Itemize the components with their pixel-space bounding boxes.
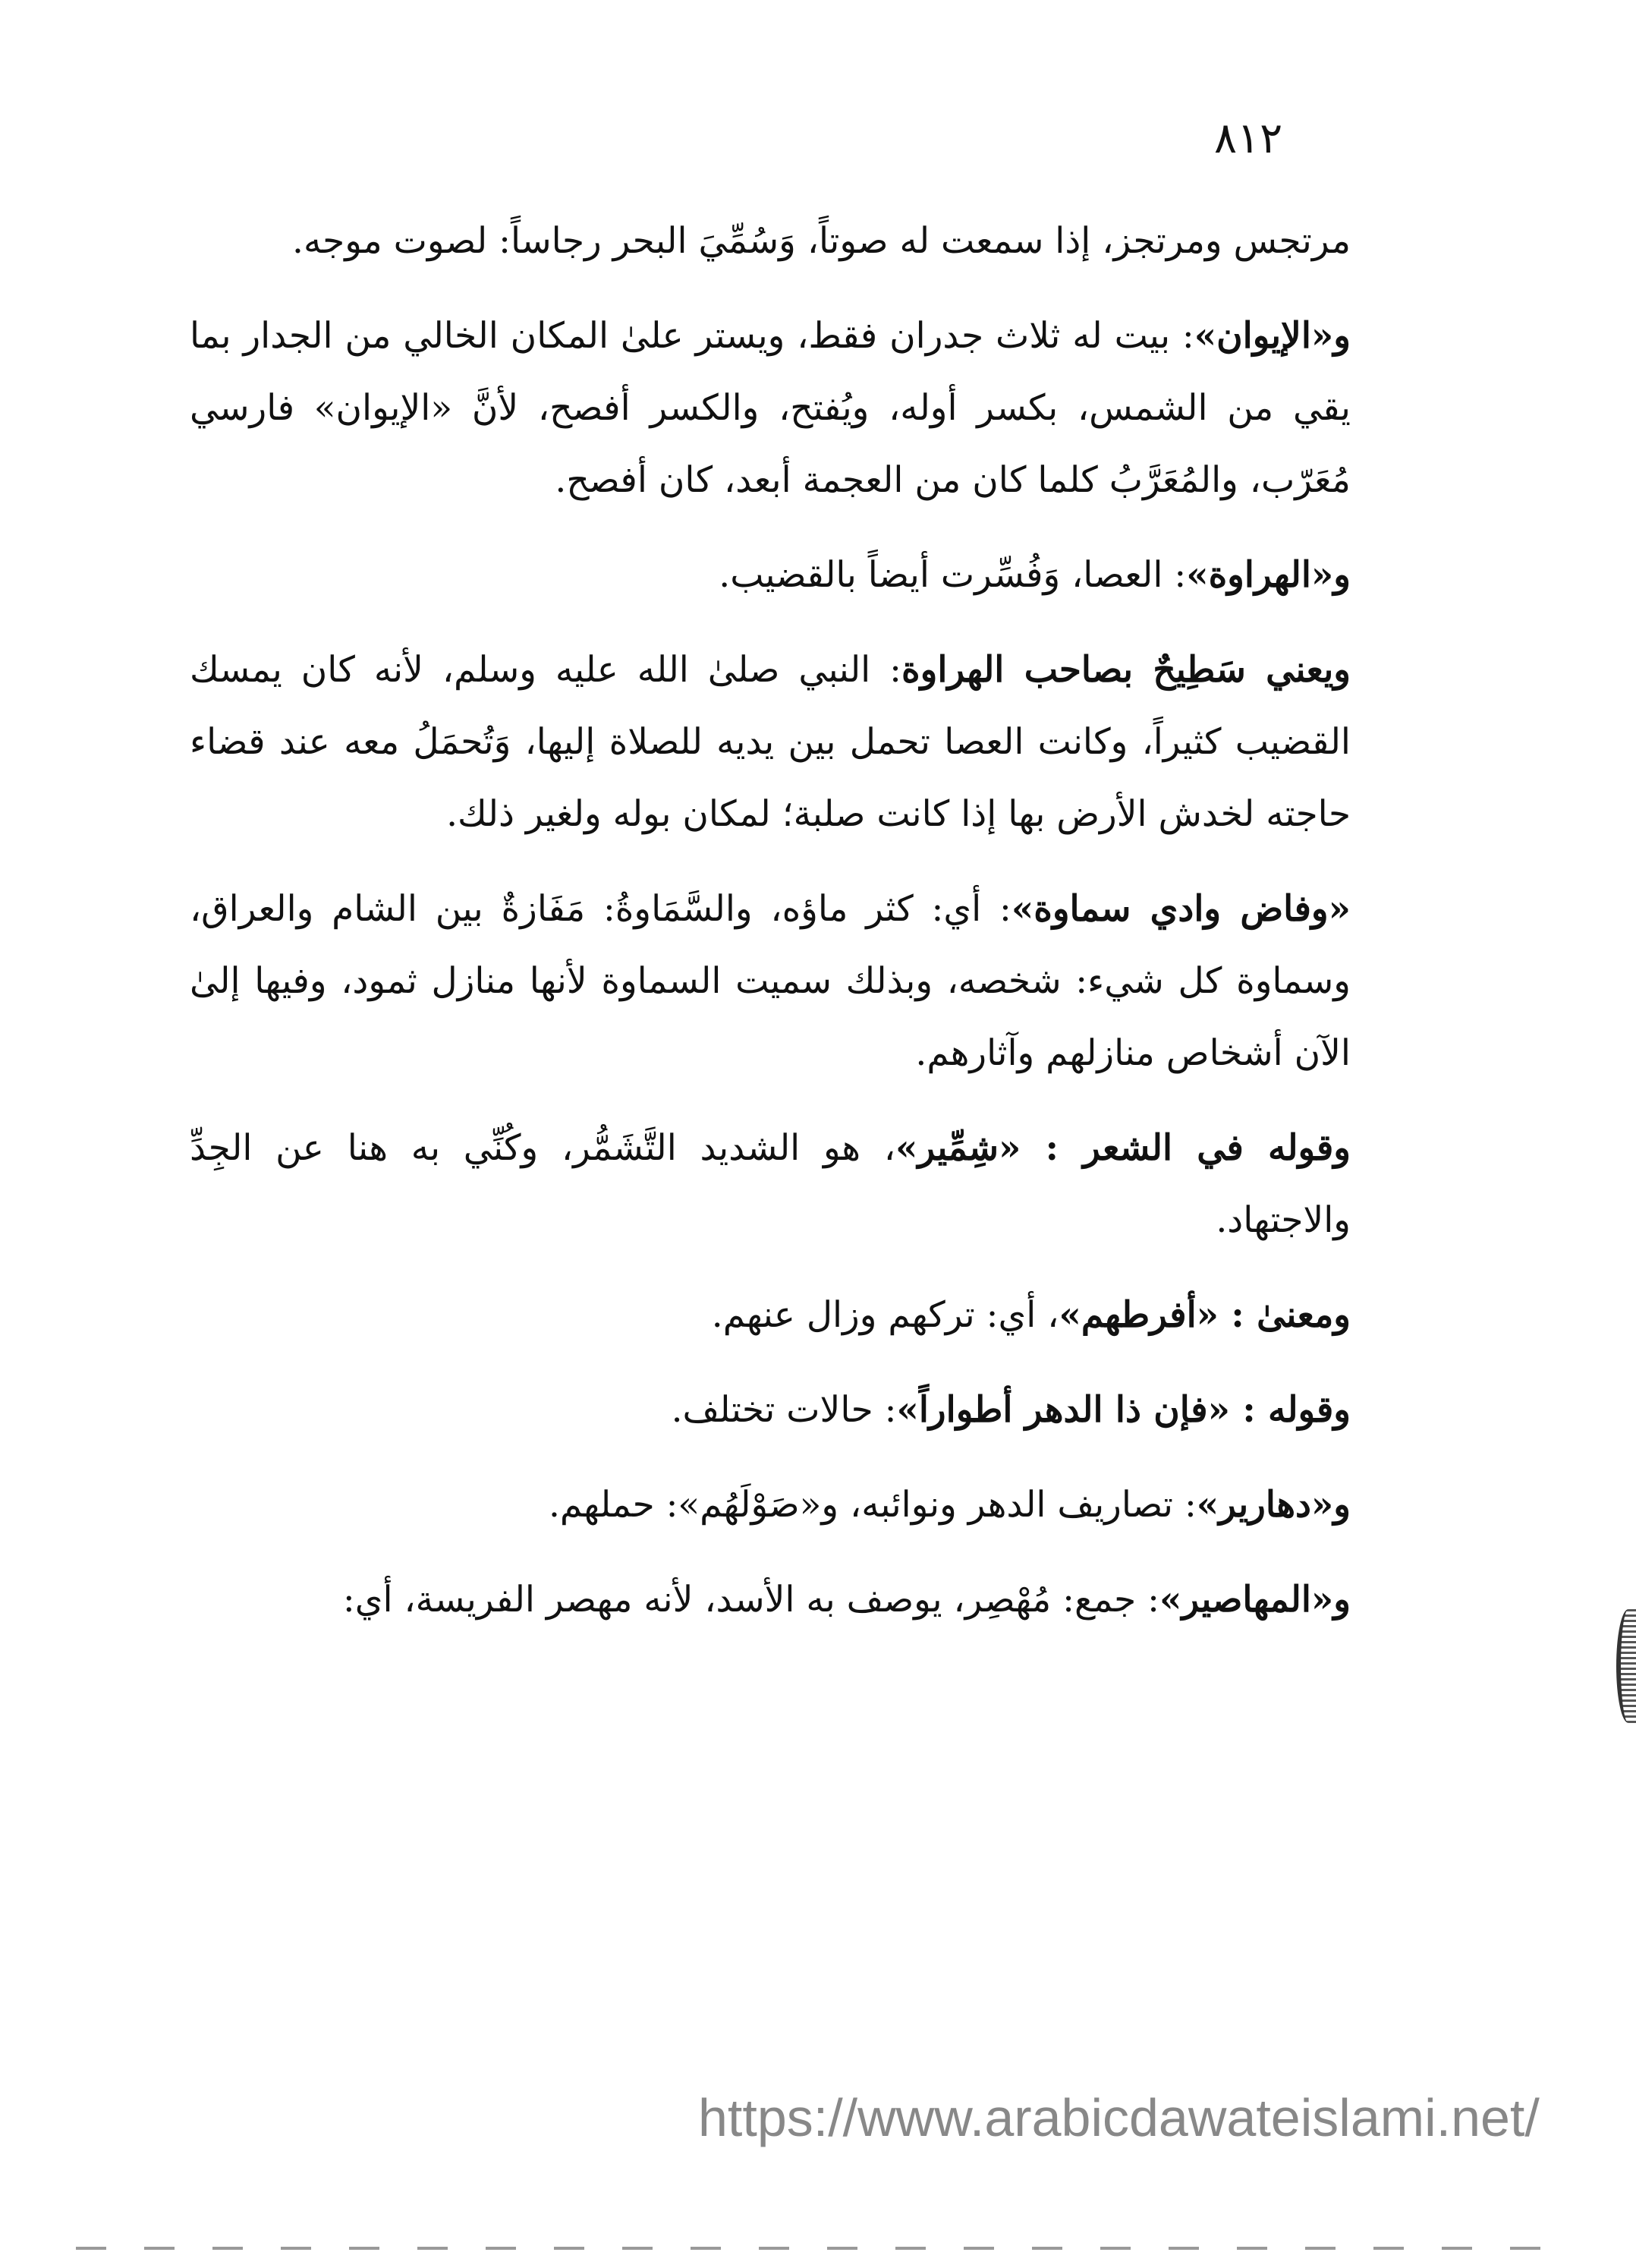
paragraph [190,1564,1351,1636]
paragraph [190,634,1351,850]
paragraph-text: : أي: كثر ماؤه، والسَّمَاوةُ: مَفَازةٌ بين الشام والعراق، وسماوة كل شيء: شخصه، وبذلك سميت السماوة لأنها منازل ثمود، وفيها إلىٰ الآن أشخاص منازلهم وآثارهم. [190,888,1351,1074]
paragraph [190,300,1351,516]
paragraph [190,873,1351,1089]
paragraph [190,1279,1351,1351]
paragraph [190,205,1351,277]
paragraph-text: مرتجس ومرتجز، إذا سمعت له صوتاً، وَسُمِّيَ البحر رجاساً: لصوت موجه. [292,220,1351,262]
paragraph [190,1469,1351,1541]
paragraph-text: ، هو الشديد التَّشَمُّر، وكُنِّي به هنا عن الجِدِّ والاجتهاد. [190,1127,1351,1241]
paragraph-text: : جمع: مُهْصِر، يوصف به الأسد، لأنه مهصر الفريسة، أي: [342,1579,1159,1621]
page-number: ٨١٢ [1214,114,1283,163]
paragraph [190,1112,1351,1256]
bottom-scan-artifact [76,2247,1556,2250]
paragraph-heading: ومعنىٰ : «أفرطهم» [1059,1294,1351,1336]
watermark-url: https://www.arabicdawateislami.net/ [698,2088,1540,2147]
body-text [190,205,1351,1658]
paragraph-heading: «وفاض وادي سماوة» [1011,888,1351,930]
paragraph-heading: ويعني سَطِيحٌ بصاحب الهراوة [901,649,1351,691]
paragraph-heading: و«الإيوان» [1194,315,1351,357]
paragraph-text: : النبي صلىٰ الله عليه وسلم، لأنه كان يمسك القضيب كثيراً، وكانت العصا تحمل بين يديه للصلاة إليها، وَتُحمَلُ معه عند قضاء حاجته لخدش الأرض بها إذا كانت صلبة؛ لمكان بوله ولغير ذلك. [190,649,1351,835]
paragraph-heading: و«الهراوة» [1186,554,1351,596]
paragraph-text: : حالات تختلف. [671,1389,897,1431]
paragraph-text: ، أي: تركهم وزال عنهم. [711,1294,1059,1336]
paragraph-text: : تصاريف الدهر ونوائبه، و«صَوْلَهُم»: حملهم. [548,1484,1197,1526]
paragraph-heading: وقوله في الشعر : «شِمِّير» [895,1127,1351,1169]
paragraph [190,539,1351,611]
page-edge-mark [1616,1609,1636,1723]
paragraph-heading: و«دهارير» [1196,1484,1351,1526]
paragraph-heading: و«المهاصير» [1159,1579,1351,1621]
paragraph-text: : بيت له ثلاث جدران فقط، ويستر علىٰ المكان الخالي من الجدار بما يقي من الشمس، بكسر أوله، ويُفتح، والكسر أفصح، لأنَّ «الإيوان» فارسي مُعَرّب، والمُعَرَّبُ كلما كان من العجمة أبعد، كان أفصح. [190,315,1351,501]
paragraph [190,1374,1351,1446]
paragraph-text: : العصا، وَفُسِّرت أيضاً بالقضيب. [719,554,1187,596]
paragraph-heading: وقوله : «فإن ذا الدهر أطواراً» [896,1389,1351,1431]
